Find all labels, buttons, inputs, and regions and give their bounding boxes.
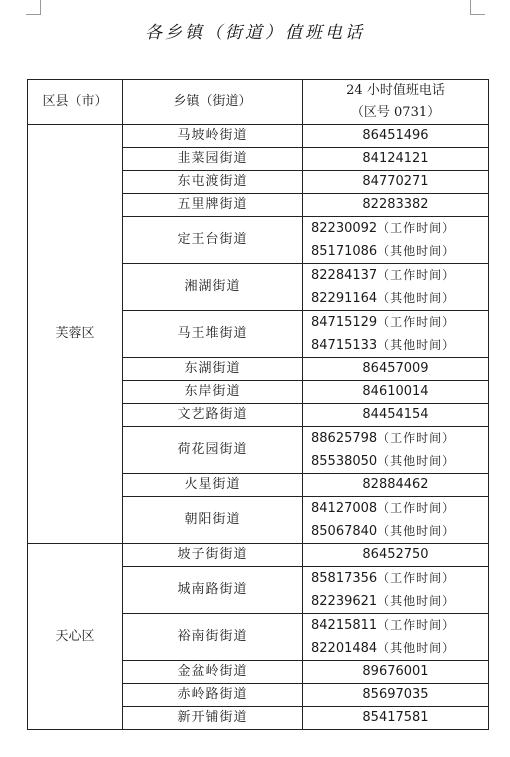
street-cell: 马王堆街道 (123, 311, 303, 358)
street-cell: 定王台街道 (123, 217, 303, 264)
header-district: 区县（市） (28, 80, 123, 125)
phone-cell (303, 544, 489, 567)
phone-cell (303, 311, 489, 358)
phone-time-note: （其他时间） (377, 244, 456, 258)
phone-number: 85697035 (362, 687, 429, 702)
phone-line (303, 474, 488, 496)
street-cell: 文艺路街道 (123, 404, 303, 427)
phone-number: 85171086 (311, 244, 378, 259)
phone-time-note: （工作时间） (377, 501, 456, 515)
phone-line (303, 264, 488, 287)
phone-time-note: （其他时间） (377, 338, 456, 352)
phone-number: 82283382 (362, 197, 429, 212)
header-phone (303, 80, 489, 125)
phone-line (303, 334, 488, 357)
phone-cell (303, 264, 489, 311)
phone-line (303, 707, 488, 729)
street-cell: 五里牌街道 (123, 194, 303, 217)
phone-number: 84715133 (311, 338, 378, 353)
phone-cell (303, 194, 489, 217)
phone-cell (303, 684, 489, 707)
table-header-row (28, 80, 489, 125)
crop-mark-left (26, 0, 41, 15)
street-cell: 荷花园街道 (123, 427, 303, 474)
phone-cell (303, 404, 489, 427)
phone-cell (303, 661, 489, 684)
street-cell: 坡子街街道 (123, 544, 303, 567)
phone-number: 84454154 (362, 407, 429, 422)
phone-number: 85067840 (311, 524, 378, 539)
street-cell: 金盆岭街道 (123, 661, 303, 684)
street-cell: 朝阳街道 (123, 497, 303, 544)
phone-cell (303, 567, 489, 614)
header-phone-line1: 24 小时值班电话 (346, 83, 445, 98)
street-cell: 韭菜园街道 (123, 148, 303, 171)
phone-cell (303, 381, 489, 404)
phone-time-note: （其他时间） (377, 291, 456, 305)
phone-number: 82291164 (311, 291, 378, 306)
phone-time-note: （其他时间） (377, 524, 456, 538)
phone-line (303, 567, 488, 590)
phone-line (303, 614, 488, 637)
phone-number: 86457009 (362, 361, 429, 376)
phone-line (303, 637, 488, 660)
table-body (28, 125, 489, 730)
phone-time-note: （工作时间） (377, 431, 456, 445)
phone-number: 88625798 (311, 431, 378, 446)
phone-line (303, 661, 488, 683)
phone-cell (303, 497, 489, 544)
street-cell: 湘湖街道 (123, 264, 303, 311)
phone-cell (303, 427, 489, 474)
street-cell: 赤岭路街道 (123, 684, 303, 707)
district-cell: 天心区 (28, 544, 123, 730)
phone-number: 84770271 (362, 174, 429, 189)
street-cell: 东屯渡街道 (123, 171, 303, 194)
phone-number: 86451496 (362, 128, 429, 143)
phone-line (303, 381, 488, 403)
phone-line (303, 450, 488, 473)
phone-cell (303, 217, 489, 264)
phone-cell (303, 474, 489, 497)
phone-number: 82284137 (311, 268, 378, 283)
phone-time-note: （工作时间） (377, 618, 456, 632)
phone-line (303, 404, 488, 426)
phone-cell (303, 125, 489, 148)
page-title: 各乡镇（街道）值班电话 (145, 23, 365, 43)
phone-number: 82201484 (311, 641, 378, 656)
phone-number: 82239621 (311, 594, 378, 609)
phone-number: 84610014 (362, 384, 429, 399)
street-cell: 东岸街道 (123, 381, 303, 404)
header-town: 乡镇（街道） (123, 80, 303, 125)
table-row (28, 544, 489, 567)
phone-cell (303, 707, 489, 730)
phone-number: 84124121 (362, 151, 429, 166)
phone-number: 82884462 (362, 477, 429, 492)
phone-line (303, 544, 488, 566)
phone-number: 84127008 (311, 501, 378, 516)
phone-number: 84715129 (311, 315, 378, 330)
phone-time-note: （工作时间） (377, 268, 456, 282)
phone-number: 85538050 (311, 454, 378, 469)
district-cell: 芙蓉区 (28, 125, 123, 544)
phone-cell (303, 614, 489, 661)
street-cell: 城南路街道 (123, 567, 303, 614)
street-cell: 新开铺街道 (123, 707, 303, 730)
phone-line (303, 240, 488, 263)
phone-number: 84215811 (311, 618, 378, 633)
phone-line (303, 497, 488, 520)
phone-line (303, 358, 488, 380)
phone-line (303, 520, 488, 543)
phone-time-note: （工作时间） (377, 571, 456, 585)
phone-cell (303, 358, 489, 381)
crop-mark-right (470, 0, 485, 15)
phone-time-note: （工作时间） (377, 315, 456, 329)
phone-number: 85817356 (311, 571, 378, 586)
phone-number: 86452750 (362, 547, 429, 562)
phone-line (303, 125, 488, 147)
phone-number: 89676001 (362, 664, 429, 679)
phone-number: 85417581 (362, 710, 429, 725)
street-cell: 东湖街道 (123, 358, 303, 381)
phone-line (303, 590, 488, 613)
phone-time-note: （其他时间） (377, 641, 456, 655)
phone-line (303, 217, 488, 240)
phone-line (303, 171, 488, 193)
phone-line (303, 684, 488, 706)
phone-line (303, 287, 488, 310)
phone-line (303, 194, 488, 216)
duty-phone-table (27, 79, 489, 730)
phone-number: 82230092 (311, 221, 378, 236)
phone-line (303, 311, 488, 334)
phone-line (303, 148, 488, 170)
phone-cell (303, 171, 489, 194)
street-cell: 火星街道 (123, 474, 303, 497)
phone-time-note: （其他时间） (377, 454, 456, 468)
phone-line (303, 427, 488, 450)
street-cell: 裕南街街道 (123, 614, 303, 661)
phone-cell (303, 148, 489, 171)
street-cell: 马坡岭街道 (123, 125, 303, 148)
table-row (28, 125, 489, 148)
phone-time-note: （其他时间） (377, 594, 456, 608)
header-phone-line2: （区号 0731） (350, 105, 441, 120)
phone-time-note: （工作时间） (377, 221, 456, 235)
